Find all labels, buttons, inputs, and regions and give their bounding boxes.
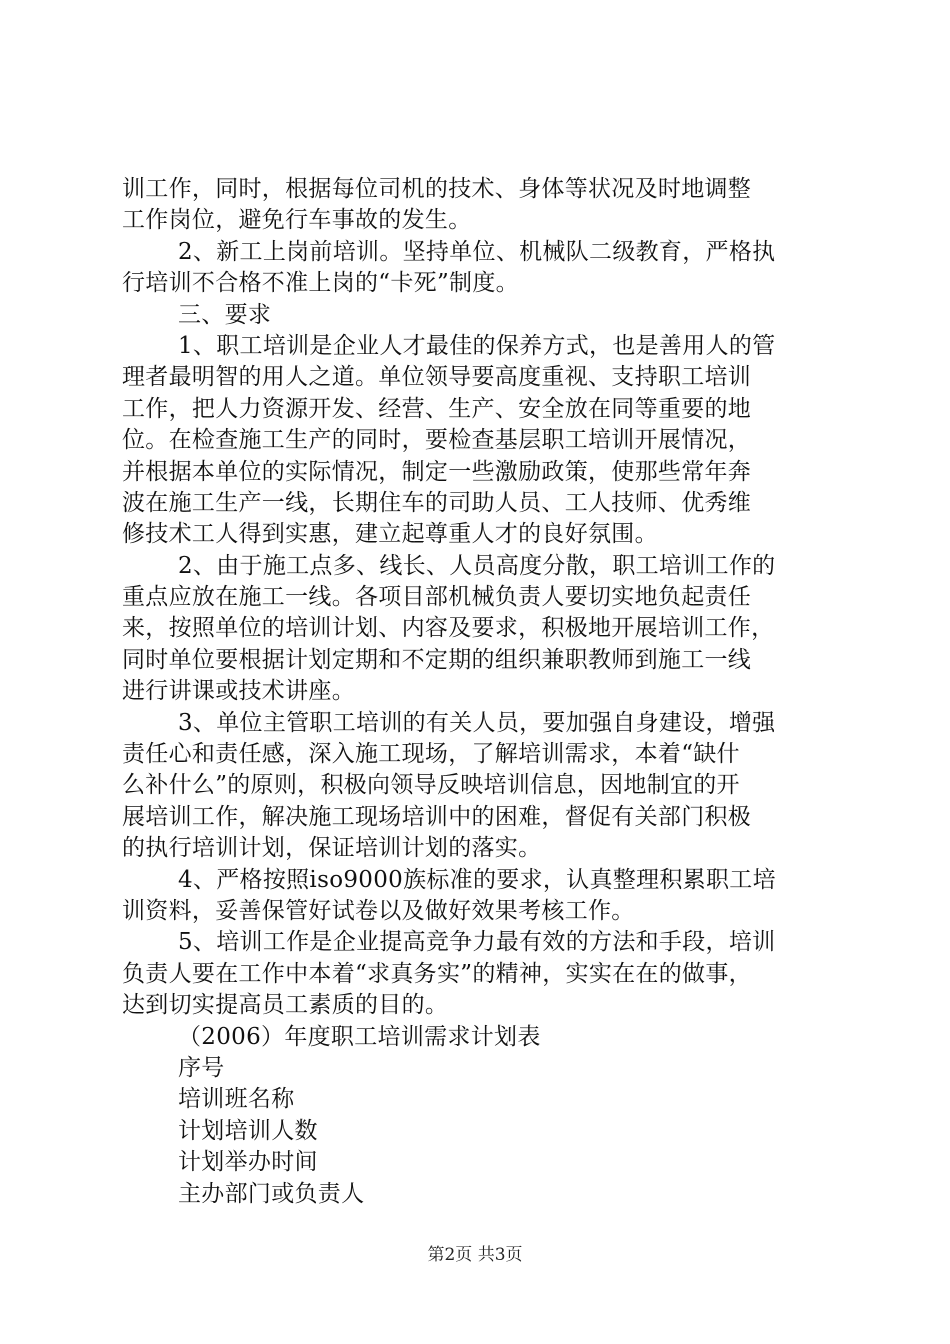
text-line: 工作，把人力资源开发、经营、生产、安全放在同等重要的地 (122, 395, 752, 422)
text-line: 5、培训工作是企业提高竞争力最有效的方法和手段，培训 (178, 929, 776, 956)
text-line: 计划举办时间 (178, 1149, 318, 1176)
text-line: 并根据本单位的实际情况，制定一些激励政策，使那些常年奔 (122, 458, 752, 485)
text-line: 1、职工培训是企业人才最佳的保养方式，也是善用人的管 (178, 332, 776, 359)
text-line: 位。在检查施工生产的同时，要检查基层职工培训开展情况， (122, 427, 752, 454)
text-line: 重点应放在施工一线。各项目部机械负责人要切实地负起责任 (122, 584, 752, 611)
text-line: 训资料，妥善保管好试卷以及做好效果考核工作。 (122, 897, 635, 924)
text-line: 序号 (178, 1054, 225, 1081)
text-line: 行培训不合格不准上岗的“卡死”制度。 (122, 270, 519, 297)
text-line: 负责人要在工作中本着“求真务实”的精神，实实在在的做事， (122, 960, 752, 987)
text-line: 波在施工生产一线，长期住车的司助人员、工人技师、优秀维 (122, 489, 752, 516)
text-line: 训工作，同时，根据每位司机的技术、身体等状况及时地调整 (122, 176, 752, 202)
text-line: 展培训工作，解决施工现场培训中的困难，督促有关部门积极 (122, 803, 752, 830)
text-line: 2、由于施工点多、线长、人员高度分散，职工培训工作的 (178, 552, 776, 579)
text-line: 工作岗位，避免行车事故的发生。 (122, 207, 472, 234)
text-line: 三、要求 (178, 301, 272, 328)
document-body (122, 174, 838, 1210)
text-line: 么补什么”的原则，积极向领导反映培训信息，因地制宜的开 (122, 772, 740, 799)
text-line: 的执行培训计划，保证培训计划的落实。 (122, 835, 542, 862)
text-line: 责任心和责任感，深入施工现场，了解培训需求，本着“缺什 (122, 741, 740, 768)
text-line: （2006）年度职工培训需求计划表 (178, 1023, 541, 1050)
text-line: 来，按照单位的培训计划、内容及要求，积极地开展培训工作， (122, 615, 775, 642)
text-line: 计划培训人数 (178, 1117, 318, 1144)
text-line: 进行讲课或技术讲座。 (122, 678, 355, 705)
text-line: 主办部门或负责人 (178, 1180, 365, 1207)
text-line: 修技术工人得到实惠，建立起尊重人才的良好氛围。 (122, 521, 658, 548)
text-line: 同时单位要根据计划定期和不定期的组织兼职教师到施工一线 (122, 646, 752, 673)
text-line: 达到切实提高员工素质的目的。 (122, 992, 449, 1019)
text-line: 3、单位主管职工培训的有关人员，要加强自身建设，增强 (178, 709, 776, 736)
text-line: 4、严格按照iso9000族标准的要求，认真整理积累职工培 (178, 866, 776, 893)
page-footer: 第2页 共3页 (427, 1245, 523, 1265)
text-line: 培训班名称 (178, 1086, 295, 1113)
text-line: 理者最明智的用人之道。单位领导要高度重视、支持职工培训 (122, 364, 752, 391)
text-line: 2、新工上岗前培训。坚持单位、机械队二级教育，严格执 (178, 238, 776, 265)
